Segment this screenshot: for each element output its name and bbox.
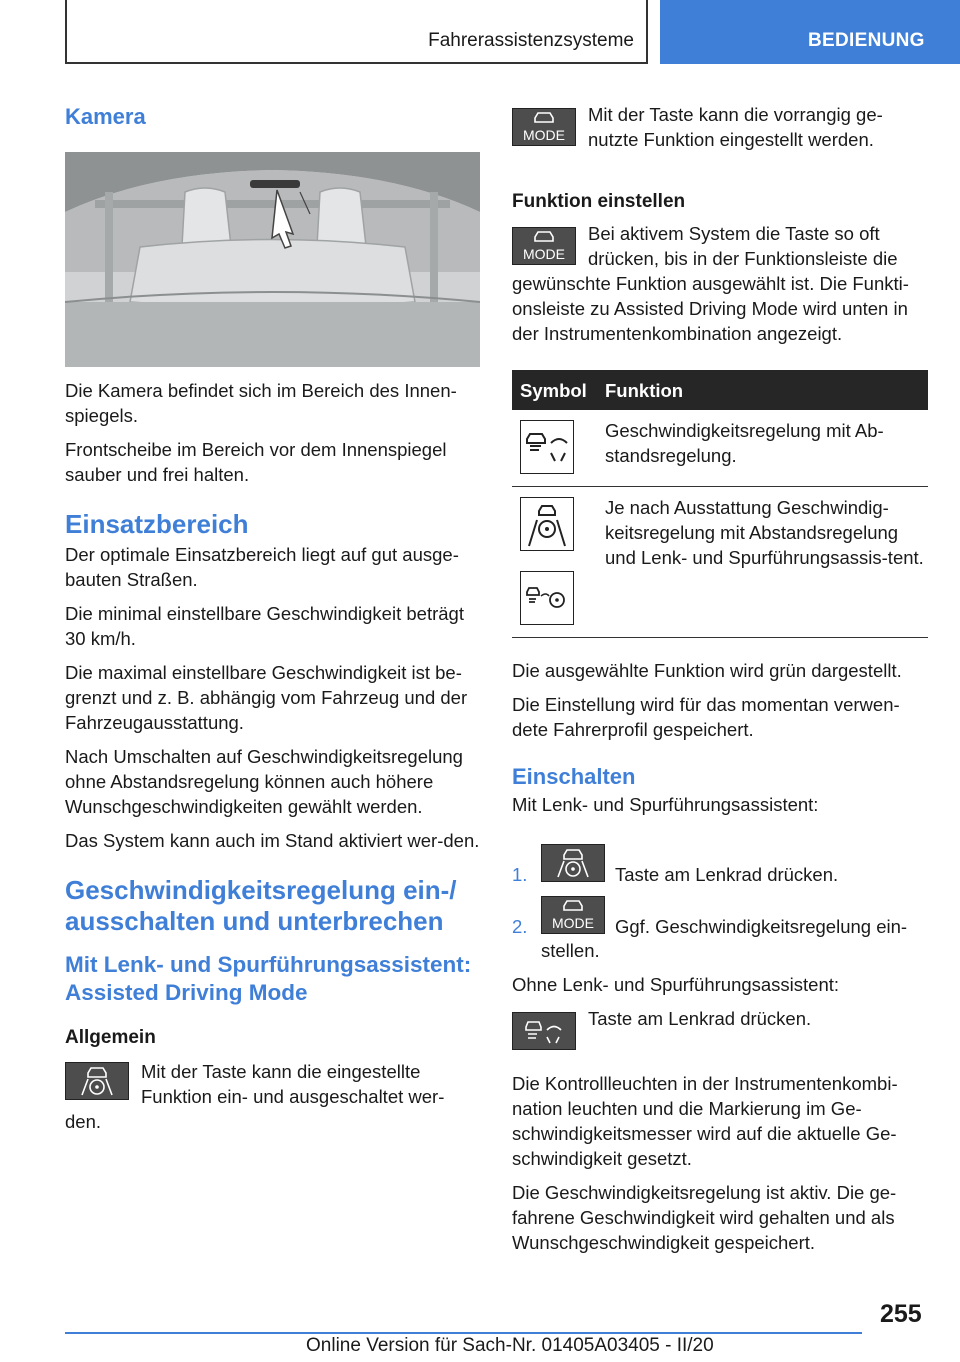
svg-text:MODE: MODE <box>523 246 565 262</box>
col-funktion: Funktion <box>605 380 684 401</box>
after-paragraph-2: Die Einstellung wird für das momentan verwen-dete Fahrerprofil gespeichert. <box>512 694 900 740</box>
right-column-bottom <box>512 658 928 826</box>
right-column-end <box>512 972 928 1264</box>
mode-button-icon-2 <box>512 227 576 265</box>
step-1-text: Taste am Lenkrad drücken. <box>615 864 839 885</box>
step-2-text-cont: stellen. <box>541 940 600 961</box>
steering-assist-icon <box>520 497 574 551</box>
after-paragraph-1: Die ausgewählte Funktion wird grün dargestellt. <box>512 660 902 681</box>
left-text-block <box>65 378 480 1143</box>
footer-rule <box>65 1332 862 1334</box>
funktion-paragraph: Bei aktivem System die Taste so oft drücken, bis in der Funktionsleiste die gewünschte Funktion ausgewählt ist. Die Funkti-onsleiste zu Assisted Driving Mode wird unten in der Instrumentenkombination angezeigt. <box>512 223 909 344</box>
gr-heading: Geschwindigkeitsregelung ein-/ ausschalten und unterbrechen <box>65 875 457 936</box>
row1-text: Geschwindigkeitsregelung mit Ab-standsregelung. <box>605 420 884 466</box>
step-2 <box>512 896 928 966</box>
table-row <box>512 487 928 638</box>
left-column <box>65 104 480 130</box>
aktiv-paragraph: Die Geschwindigkeitsregelung ist aktiv. Die ge-fahrene Geschwindigkeit wird gehalten und als Wunschgeschwindigkeit gespeichert. <box>512 1182 897 1253</box>
mit-lenk-text: Mit Lenk- und Spurführungsassistent: <box>512 794 819 815</box>
table-row <box>512 410 928 487</box>
mit-lenk-heading: Mit Lenk- und Spurführungsassistent: Assisted Driving Mode <box>65 952 472 1005</box>
allgemein-paragraph-wrap <box>65 1059 480 1134</box>
camera-illustration <box>65 152 480 367</box>
kontroll-paragraph: Die Kontrollleuchten in der Instrumentenkombi-nation leuchten und die Markierung im Ge-schwindigkeitsmesser wird auf die aktuelle Ge-schwindigkeit gesetzt. <box>512 1073 898 1169</box>
ohne-step-text: Taste am Lenkrad drücken. <box>588 1008 812 1029</box>
mode-button-icon <box>512 108 576 146</box>
funktion-paragraph-wrap <box>512 221 928 346</box>
einsatz-paragraph-1: Der optimale Einsatzbereich liegt auf gut ausge-bauten Straßen. <box>65 544 459 590</box>
col-symbol: Symbol <box>520 380 587 401</box>
acc-distance-icon <box>520 420 574 474</box>
header-chapter-label: BEDIENUNG <box>808 30 925 51</box>
einsatz-paragraph-2: Die minimal einstellbare Geschwindigkeit beträgt 30 km/h. <box>65 603 464 649</box>
allgemein-paragraph: Mit der Taste kann die eingestellte Funktion ein- und ausgeschaltet wer-den. <box>65 1061 445 1132</box>
step-1 <box>512 844 928 884</box>
mode-paragraph: Mit der Taste kann die vorrangig ge-nutzte Funktion eingestellt werden. <box>588 104 883 150</box>
einschalten-heading: Einschalten <box>512 764 636 789</box>
allgemein-heading: Allgemein <box>65 1027 156 1048</box>
function-table <box>512 370 928 638</box>
right-column-top <box>512 102 928 355</box>
einsatz-paragraph-3: Die maximal einstellbare Geschwindigkeit ist be-grenzt und z. B. abhängig vom Fahrzeug und der Fahrzeugausstattung. <box>65 662 468 733</box>
header-section-title: Fahrerassistenzsysteme <box>428 30 634 51</box>
kamera-paragraph-2: Frontscheibe im Bereich vor dem Innenspiegel sauber und frei halten. <box>65 439 447 485</box>
assist-button-icon <box>65 1062 129 1100</box>
step-1-number: 1. <box>512 864 528 885</box>
table-header <box>512 370 928 410</box>
acc-button-icon <box>512 1012 576 1050</box>
ohne-lenk-text: Ohne Lenk- und Spurführungsassistent: <box>512 974 840 995</box>
page-number: 255 <box>880 1300 922 1328</box>
step-2-text: Ggf. Geschwindigkeitsregelung ein- <box>615 916 908 937</box>
kamera-paragraph-1: Die Kamera befindet sich im Bereich des Innen-spiegels. <box>65 380 457 426</box>
row2-text: Je nach Ausstattung Geschwindig-keitsregelung mit Abstandsregelung und Lenk- und Spurführungsassis-tent. <box>605 497 924 568</box>
einsatz-paragraph-5: Das System kann auch im Stand aktiviert wer-den. <box>65 830 480 851</box>
acc-steering-icon <box>520 571 574 625</box>
assist-button-icon-step1 <box>541 844 605 882</box>
ohne-step-wrap <box>512 1006 928 1062</box>
header-section-box <box>65 0 648 64</box>
mode-paragraph-wrap <box>512 102 928 152</box>
kamera-heading: Kamera <box>65 104 146 129</box>
mode-button-icon-step2 <box>541 896 605 934</box>
footer-text: Online Version für Sach-Nr. 01405A03405 - II/20 <box>306 1335 714 1356</box>
step-2-number: 2. <box>512 916 528 937</box>
einsatz-heading: Einsatzbereich <box>65 509 249 539</box>
funktion-heading: Funktion einstellen <box>512 191 686 212</box>
svg-text:MODE: MODE <box>523 127 565 143</box>
header-chapter-tab[interactable] <box>660 0 960 64</box>
einsatz-paragraph-4: Nach Umschalten auf Geschwindigkeitsregelung ohne Abstandsregelung können auch höhere Wunschgeschwindigkeiten gewählt werden. <box>65 746 463 817</box>
svg-text:MODE: MODE <box>552 915 594 931</box>
